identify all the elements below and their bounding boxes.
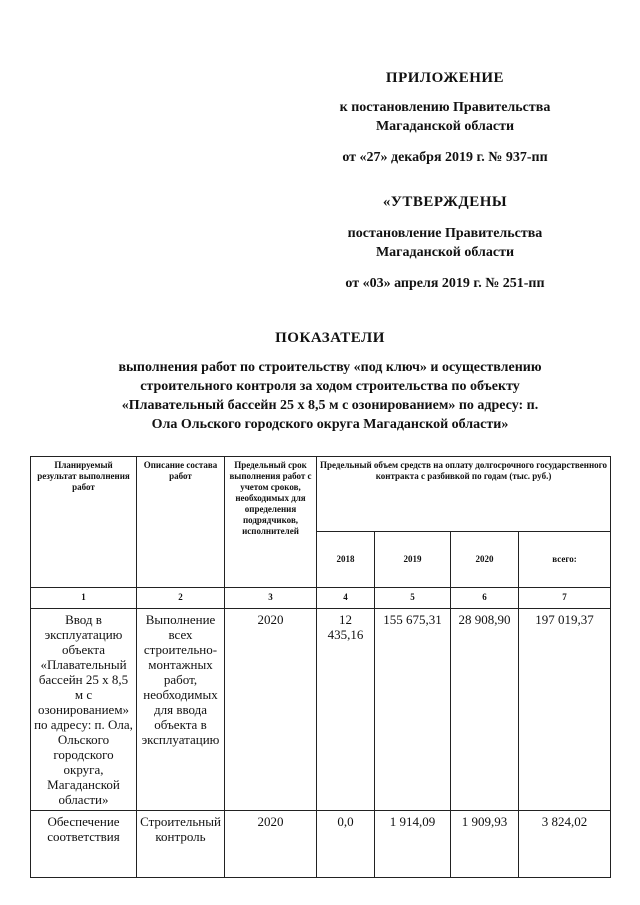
row-value-2018: 0,0 [317,811,375,878]
appendix-line: Магаданской области [375,119,515,134]
description-line: Ола Ольского городского округа Магаданской области» [151,417,509,432]
table-row [31,811,611,878]
column-number: 2 [137,588,225,609]
header-year-2020: 2020 [451,532,519,588]
header-funding-group: Предельный объем средств на оплату долгосрочного государственного контракта с разбивкой по годам (тыс. руб.) [317,457,611,532]
column-number: 7 [519,588,611,609]
row-value-2020: 1 909,93 [451,811,519,878]
row-value-2019: 155 675,31 [375,609,451,811]
header-deadline: Предельный срок выполнения работ с учетом сроков, необходимых для определения подрядчиков, исполнителей [225,457,317,588]
column-number: 6 [451,588,519,609]
table-row [31,609,611,811]
approved-line: Магаданской области [375,245,515,260]
appendix-line: к постановлению Правительства [339,100,551,115]
approved-date: от «03» апреля 2019 г. № 251-пп [345,276,545,291]
indicators-description [80,358,580,434]
approved-line: постановление Правительства [347,226,543,241]
indicators-title: ПОКАЗАТЕЛИ [275,330,385,346]
row-value-total: 197 019,37 [519,609,611,811]
description-line: строительного контроля за ходом строительства по объекту [140,379,520,394]
column-number: 1 [31,588,137,609]
header-year-2019: 2019 [375,532,451,588]
description-line: выполнения работ по строительству «под ключ» и осуществлению [118,360,542,375]
header-description: Описание состава работ [137,457,225,588]
row-value-2018: 12 435,16 [317,609,375,811]
row-description: Строительный контроль [137,811,225,878]
row-deadline: 2020 [225,811,317,878]
row-value-2020: 28 908,90 [451,609,519,811]
header-result: Планируемый результат выполнения работ [31,457,137,588]
column-number: 3 [225,588,317,609]
appendix-block [300,98,590,167]
column-number: 5 [375,588,451,609]
approved-title: «УТВЕРЖДЕНЫ [382,194,508,210]
appendix-title: ПРИЛОЖЕНИЕ [385,70,505,86]
table-header-row [31,457,611,532]
appendix-date: от «27» декабря 2019 г. № 937-пп [342,150,548,165]
row-value-2019: 1 914,09 [375,811,451,878]
row-result: Обеспечение соответствия [31,811,137,878]
row-value-total: 3 824,02 [519,811,611,878]
approved-block [300,224,590,293]
column-number-row [31,588,611,609]
description-line: «Плавательный бассейн 25 х 8,5 м с озонированием» по адресу: п. [121,398,539,413]
header-year-2018: 2018 [317,532,375,588]
row-result: Ввод в эксплуатацию объекта «Плавательный бассейн 25 х 8,5 м с озонированием» по адресу: п. Ола, Ольского городского округа, Магаданской области» [31,609,137,811]
header-total: всего: [519,532,611,588]
row-description: Выполнение всех строительно-монтажных работ, необходимых для ввода объекта в эксплуатацию [137,609,225,811]
indicators-table [30,456,611,878]
column-number: 4 [317,588,375,609]
row-deadline: 2020 [225,609,317,811]
